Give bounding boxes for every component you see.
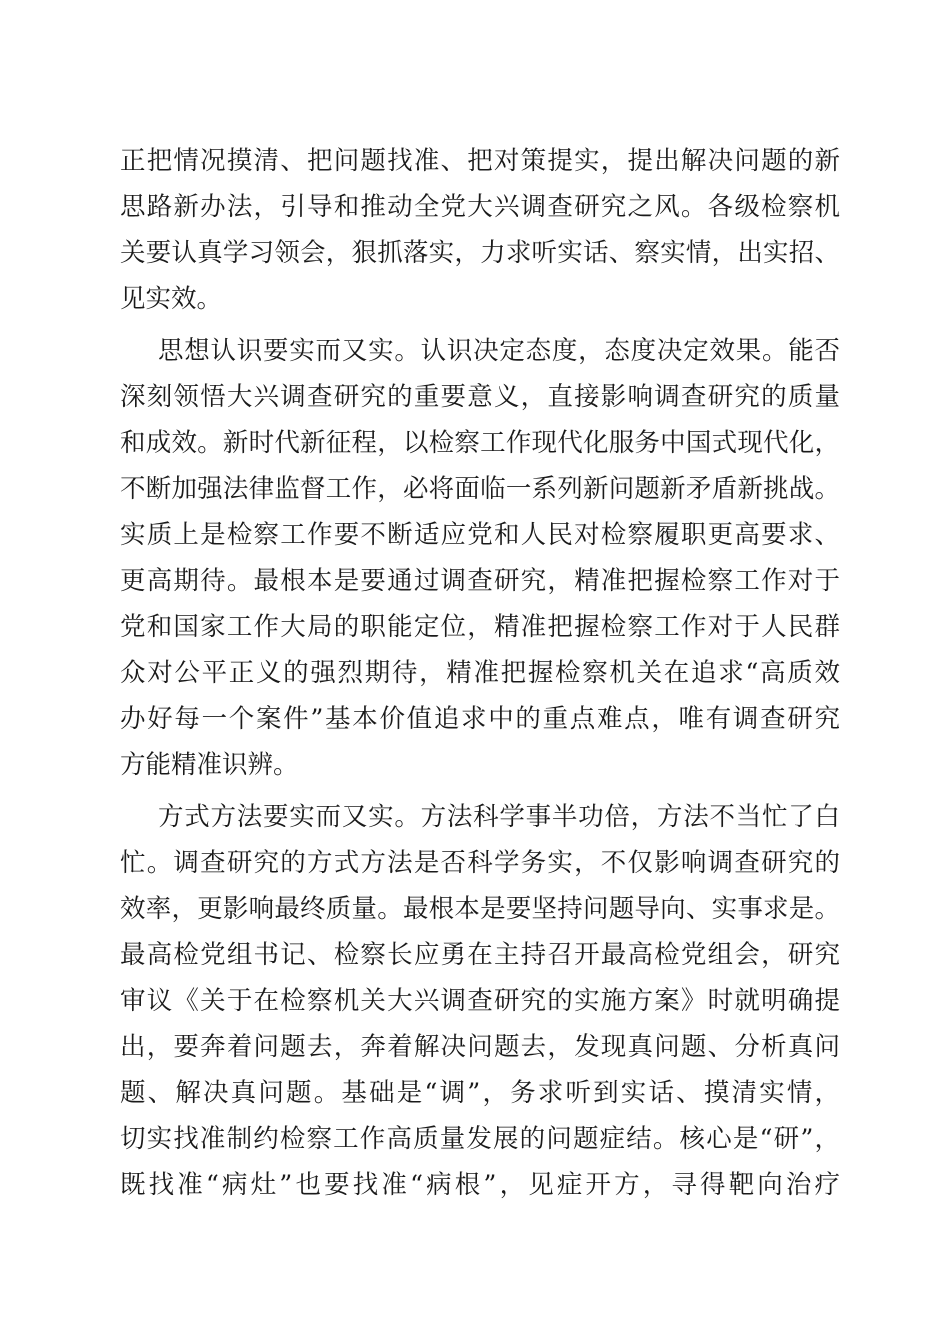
text-line: 出，要奔着问题去，奔着解决问题去，发现真问题、分析真问	[120, 1032, 840, 1062]
text-line: 既找准“病灶”也要找准“病根”，见症开方，寻得靶向治疗	[120, 1170, 840, 1200]
text-line: 党和国家工作大局的职能定位，精准把握检察工作对于人民群	[120, 612, 840, 642]
text-line: 忙。调查研究的方式方法是否科学务实，不仅影响调查研究的	[120, 848, 840, 878]
text-line: 效率，更影响最终质量。最根本是要坚持问题导向、实事求是。	[120, 894, 840, 924]
text-line: 办好每一个案件”基本价值追求中的重点难点，唯有调查研究	[120, 704, 840, 734]
text-line: 切实找准制约检察工作高质量发展的问题症结。核心是“研”，	[120, 1124, 840, 1154]
text-line: 正把情况摸清、把问题找准、把对策提实，提出解决问题的新	[120, 146, 840, 176]
document-body	[120, 138, 840, 1208]
text-line: 审议《关于在检察机关大兴调查研究的实施方案》时就明确提	[120, 986, 840, 1016]
paragraph-methods	[120, 794, 840, 1208]
text-line: 最高检党组书记、检察长应勇在主持召开最高检党组会，研究	[120, 940, 840, 970]
text-line: 和成效。新时代新征程，以检察工作现代化服务中国式现代化，	[120, 428, 840, 458]
text-line: 关要认真学习领会，狠抓落实，力求听实话、察实情，出实招、	[120, 238, 840, 268]
text-line: 思想认识要实而又实。认识决定态度，态度决定效果。能否	[158, 336, 840, 366]
text-line: 更高期待。最根本是要通过调查研究，精准把握检察工作对于	[120, 566, 840, 596]
paragraph-continuation	[120, 138, 840, 322]
text-line: 不断加强法律监督工作，必将面临一系列新问题新矛盾新挑战。	[120, 474, 840, 504]
text-line: 实质上是检察工作要不断适应党和人民对检察履职更高要求、	[120, 520, 840, 550]
text-line: 方式方法要实而又实。方法科学事半功倍，方法不当忙了白	[158, 802, 840, 832]
text-line: 思路新办法，引导和推动全党大兴调查研究之风。各级检察机	[120, 192, 840, 222]
text-line: 深刻领悟大兴调查研究的重要意义，直接影响调查研究的质量	[120, 382, 840, 412]
paragraph-thinking	[120, 328, 840, 788]
text-line: 众对公平正义的强烈期待，精准把握检察机关在追求“高质效	[120, 658, 840, 688]
text-line: 题、解决真问题。基础是“调”，务求听到实话、摸清实情，	[120, 1078, 840, 1108]
text-line: 见实效。	[120, 284, 223, 314]
text-line: 方能精准识辨。	[120, 750, 299, 780]
